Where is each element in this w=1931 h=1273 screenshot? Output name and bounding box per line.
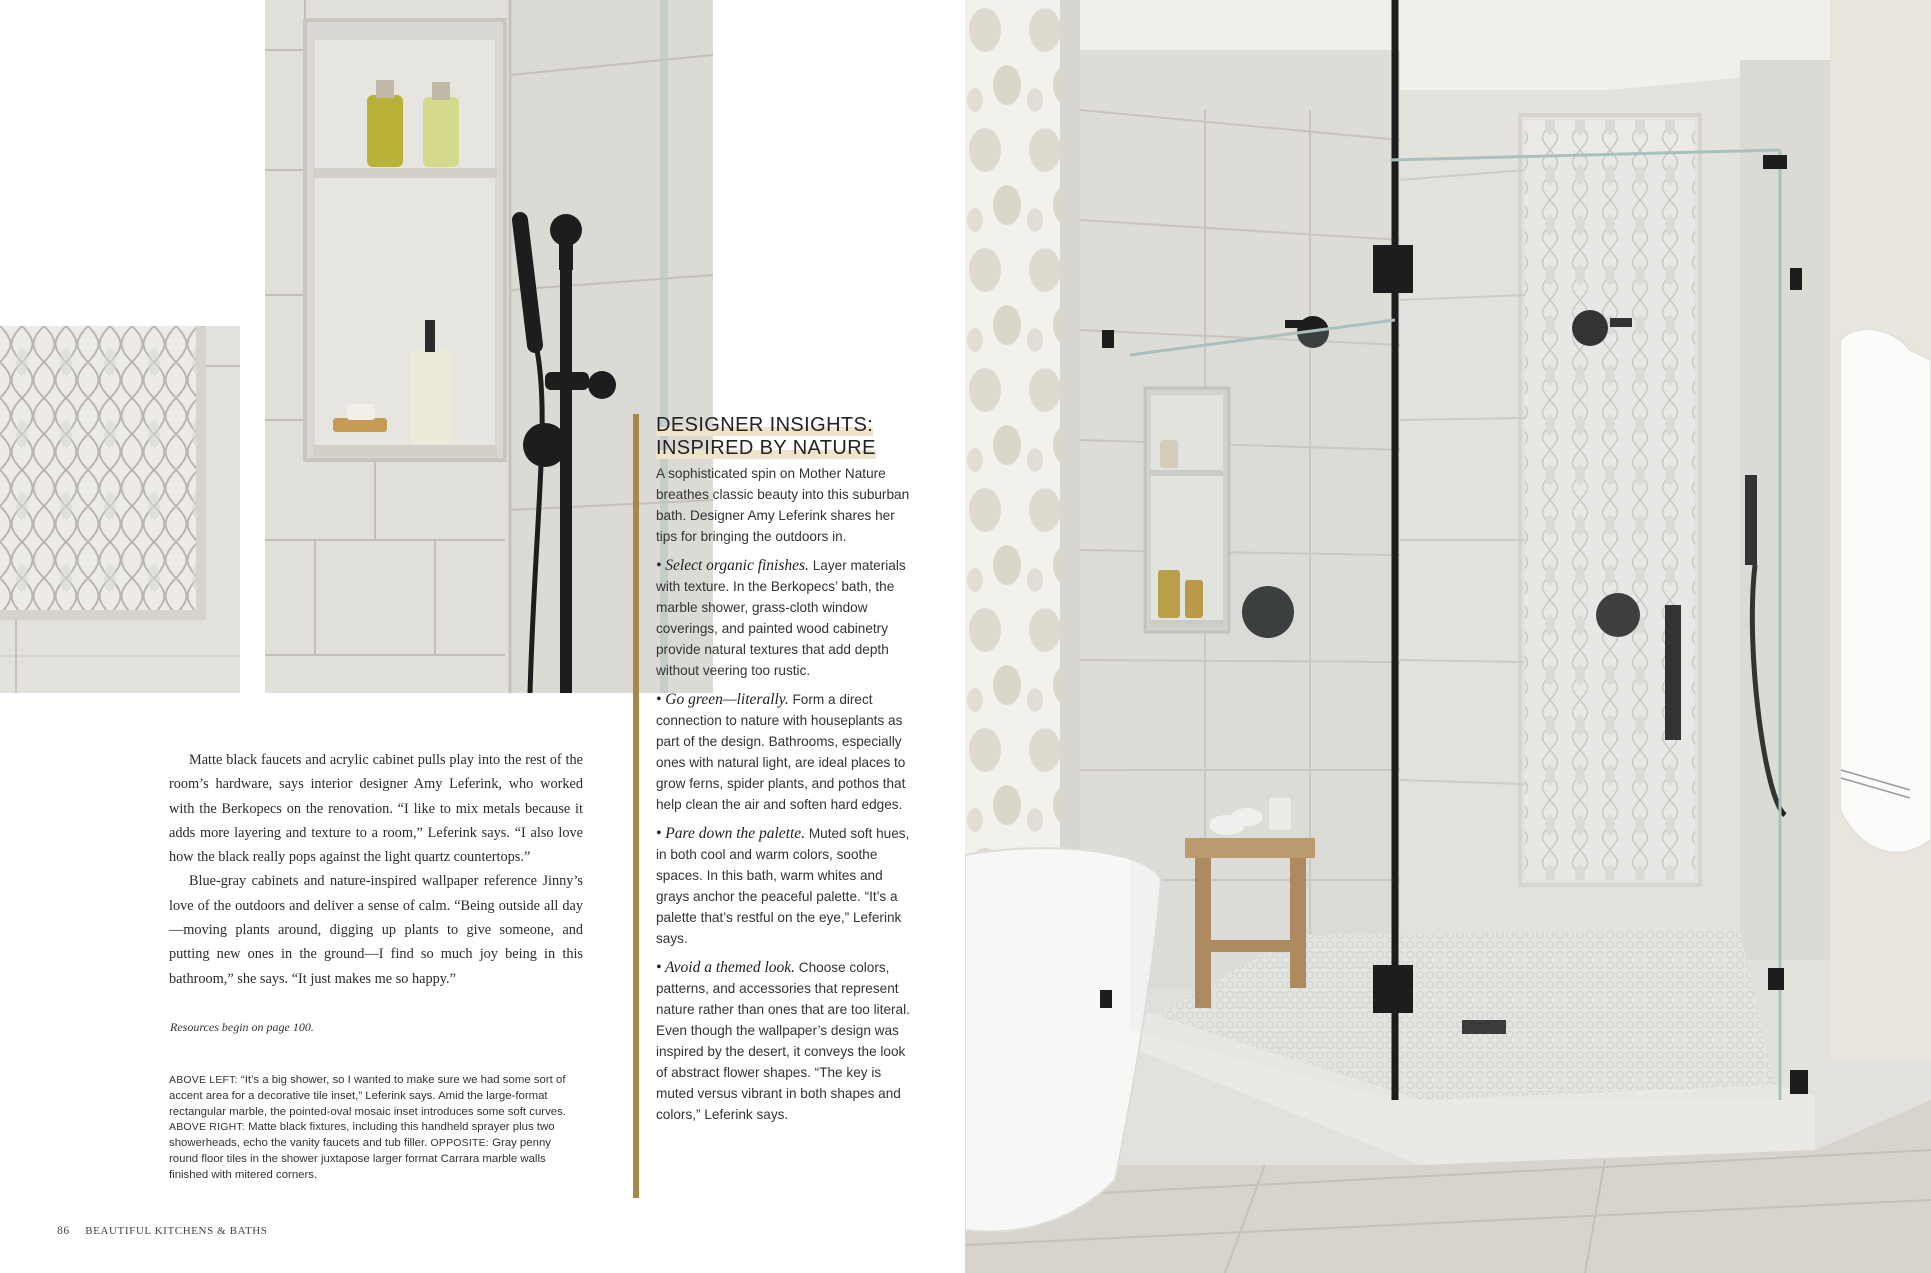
sidebar-tip	[656, 689, 912, 815]
resources-note: Resources begin on page 100.	[170, 1020, 314, 1034]
caption-text-opposite: Gray penny round floor tiles in the shower juxtapose larger format Carrara marble walls finished with mitered corners.	[169, 1137, 551, 1181]
photo-captions	[169, 1073, 583, 1184]
tip-text: Layer materials with texture. In the Berkopecs’ bath, the marble shower, grass-cloth window coverings, and painted wood cabinetry provide natural textures that add depth without veering too rustic.	[656, 558, 906, 678]
caption-label-above-left: ABOVE LEFT:	[169, 1074, 238, 1086]
page-footer	[57, 1225, 268, 1237]
sidebar-title-line-1: DESIGNER INSIGHTS:	[656, 414, 874, 436]
caption-label-above-right: ABOVE RIGHT:	[169, 1121, 245, 1134]
sidebar-title-line-2: INSPIRED BY NATURE	[656, 437, 876, 459]
shower-niche-photo	[265, 0, 713, 693]
tip-text: Choose colors, patterns, and accessories that represent nature rather than ones that are too literal. Even though the wallpaper’s design was inspired by the desert, it conveys the look of abstract flower shapes. “The key is muted versus vibrant in both shapes and colors,” Leferink says.	[656, 960, 910, 1122]
sidebar-tip	[656, 823, 912, 949]
body-paragraph-2: Blue-gray cabinets and nature-inspired wallpaper reference Jinny’s love of the outdoors and deliver a sense of calm. “Being outside all day—moving plants around, digging up plants to give someone, and putting new ones in the ground—I find so much joy being in this bathroom,” she says. “It just makes me so happy.”	[169, 873, 583, 987]
left-page	[0, 0, 965, 1273]
tip-heading: • Go green—literally.	[656, 691, 789, 708]
body-paragraph-1: Matte black faucets and acrylic cabinet pulls play into the rest of the room’s hardware, says interior designer Amy Leferink, who worked with the Berkopecs on the renovation. “I like to mix metals because it adds more layering and texture to a room,” Leferink says. “I also love how the black really pops against the light quartz countertops.”	[169, 752, 583, 866]
main-shower-photo	[965, 0, 1931, 1273]
caption-text-above-right: Matte black fixtures, including this handheld sprayer plus two showerheads, echo the vanity faucets and tub filler.	[169, 1121, 555, 1150]
sidebar-title	[656, 414, 912, 460]
article-body	[169, 748, 583, 991]
magazine-name: BEAUTIFUL KITCHENS & BATHS	[85, 1225, 268, 1237]
sidebar-intro: A sophisticated spin on Mother Nature breathes classic beauty into this suburban bath. Designer Amy Leferink shares her tips for bringing the outdoors in.	[656, 466, 910, 544]
page-number: 86	[57, 1225, 70, 1237]
caption-label-opposite: OPPOSITE:	[430, 1137, 489, 1150]
tip-heading: • Avoid a themed look.	[656, 959, 796, 976]
caption-text-above-left: “It’s a big shower, so I wanted to make sure we had some sort of accent area for a decorative tile inset,” Leferink says. Amid the large-format rectangular marble, the pointed-oval mosaic inset introduces some soft curves.	[169, 1074, 566, 1118]
tip-heading: • Pare down the palette.	[656, 825, 806, 842]
right-page	[965, 0, 1931, 1273]
tip-heading: • Select organic finishes.	[656, 557, 809, 574]
tip-text: Form a direct connection to nature with houseplants as part of the design. Bathrooms, especially ones with natural light, are ideal places to grow ferns, spider plants, and pothos that help clean the air and soften hard edges.	[656, 692, 906, 812]
sidebar-accent-rule	[633, 414, 639, 1198]
sidebar-tip	[656, 957, 912, 1125]
designer-insights-sidebar	[656, 414, 912, 1133]
tip-text: Muted soft hues, in both cool and warm colors, soothe spaces. In this bath, warm whites and grays anchor the peaceful palette. “It’s a palette that’s restful on the eye,” Leferink says.	[656, 826, 910, 946]
tile-mosaic-photo	[0, 326, 240, 693]
sidebar-tip	[656, 555, 912, 681]
